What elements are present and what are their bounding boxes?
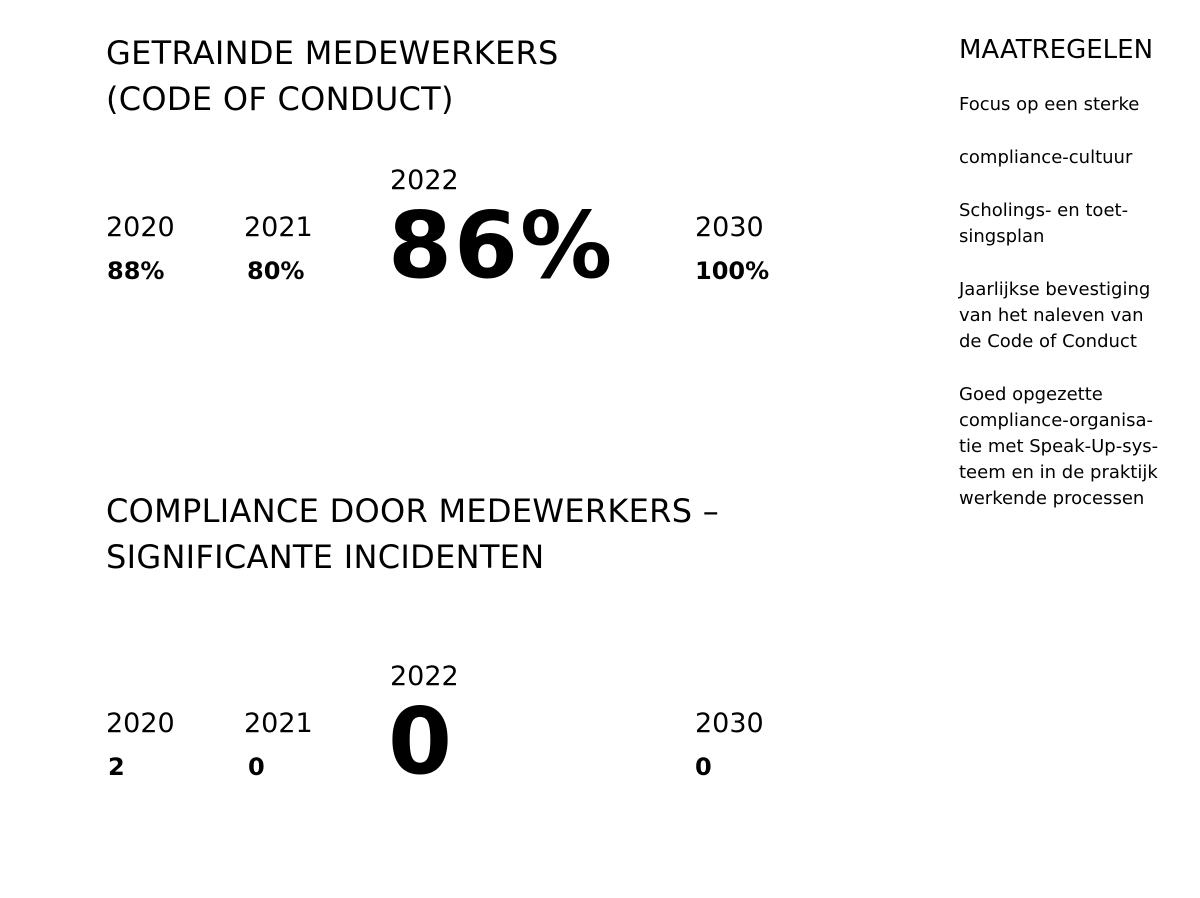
stat-year: 2020 (106, 212, 175, 243)
measure-item: Goed opgezette compliance-organisa- tie met Speak-Up-sys- teem en in de praktijk werkende processen (959, 384, 1159, 509)
stat-year: 2022 (390, 165, 459, 196)
stat-year: 2030 (695, 212, 764, 243)
incidents-title-line2: SIGNIFICANTE INCIDENTEN (106, 538, 545, 576)
measures-list (959, 92, 1194, 539)
stat-value-large: 0 (388, 688, 455, 795)
incidents-title-line1: COMPLIANCE DOOR MEDEWERKERS – (106, 492, 720, 530)
training-section-title (106, 30, 559, 122)
stat-year: 2022 (390, 661, 459, 692)
stat-year: 2021 (244, 708, 313, 739)
measures-title: MAATREGELEN (959, 35, 1154, 65)
stat-value: 88% (107, 257, 165, 285)
incidents-section-title (106, 488, 719, 580)
stat-value: 80% (247, 257, 305, 285)
stat-year: 2020 (106, 708, 175, 739)
stat-year: 2030 (695, 708, 764, 739)
measure-item: compliance-cultuur (959, 147, 1133, 168)
measure-item: Scholings- en toet- singsplan (959, 200, 1129, 247)
stat-value-large: 86% (388, 192, 615, 299)
stat-value: 0 (695, 753, 712, 781)
stat-value: 0 (248, 753, 265, 781)
training-title-line2: (CODE OF CONDUCT) (106, 80, 454, 118)
measure-item: Focus op een sterke (959, 94, 1140, 115)
measure-item: Jaarlijkse bevestiging van het naleven van de Code of Conduct (959, 279, 1151, 352)
stat-value: 2 (108, 753, 125, 781)
stat-value: 100% (695, 257, 770, 285)
training-title-line1: GETRAINDE MEDEWERKERS (106, 34, 559, 72)
stat-year: 2021 (244, 212, 313, 243)
